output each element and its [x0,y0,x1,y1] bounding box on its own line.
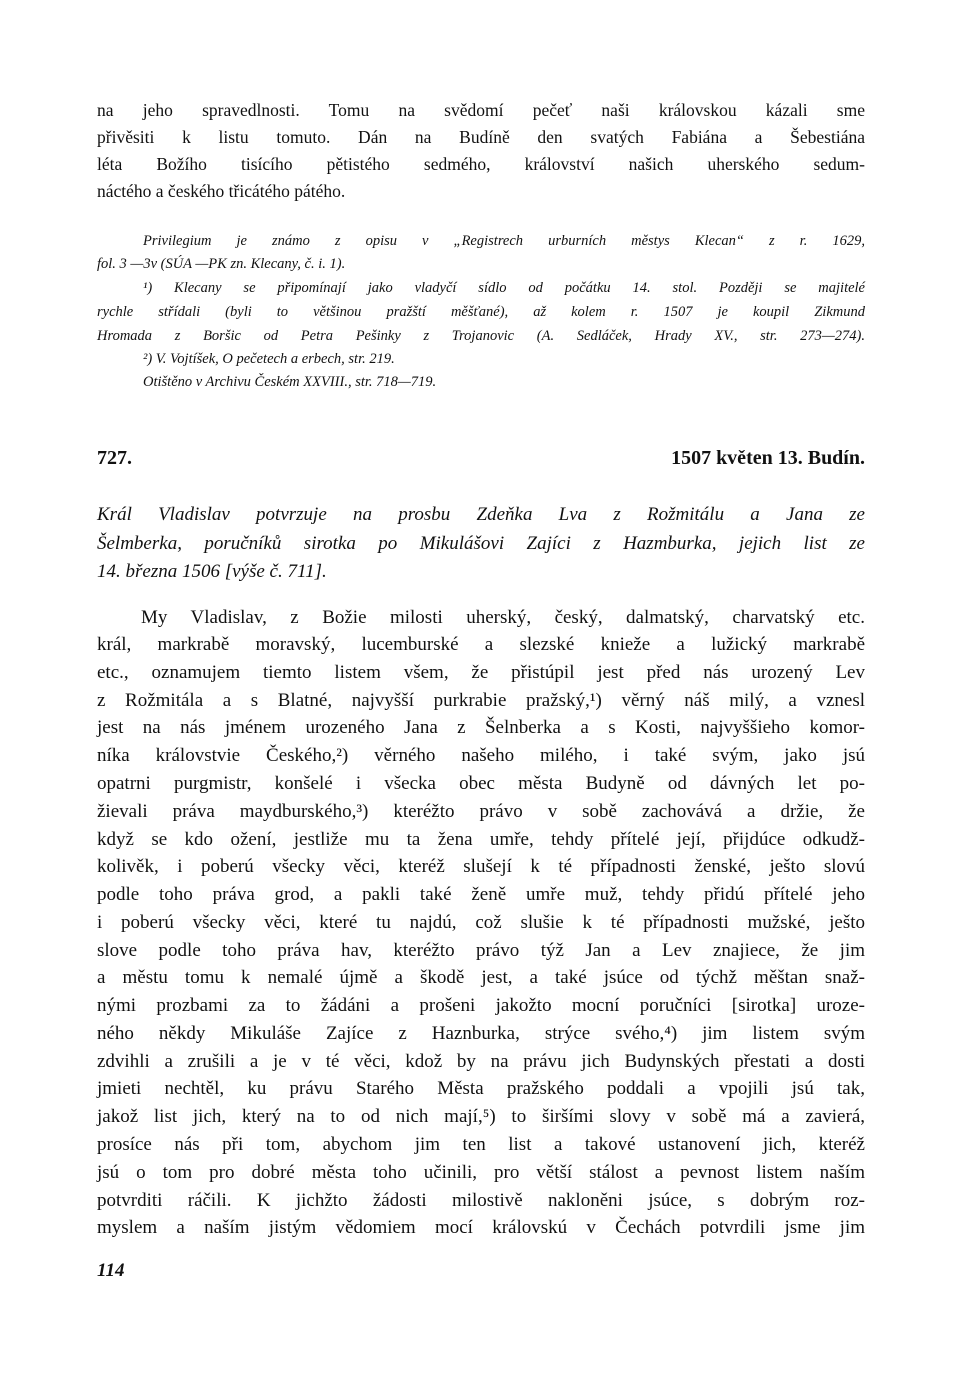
body-line: My Vladislav, z Božie milosti uherský, český, dalmatský, charvatský etc. [141,607,865,628]
body-line: potvrditi ráčili. K jichžto žádosti milostivě nakloněni jsúce, s dobrým roz- [97,1190,865,1211]
note-line: Otištěno v Archivu Českém XXVIII., str. 718—719. [143,374,437,390]
body-line: prosíce nás při tom, abychom jim ten list a takové ustanovení jich, kteréž [97,1134,865,1155]
body-line: žievali práva maydburského,³) kteréžto právo v sobě zachovává a držie, že [97,801,865,822]
body-line: z Rožmitála a s Blatné, najvyšší purkrabie pražský,¹) věrný náš milý, a vznesl [97,690,865,711]
regest-line: Král Vladislav potvrzuje na prosbu Zdeňka Lva z Rožmitálu a Jana ze [97,504,865,525]
body-line: jakož list jich, který na to od nich mají,⁵) to širšími slovy v sobě má a zavierá, [97,1106,865,1127]
body-line: zdvihli a zrušili a je v té věci, kdož by na právu jich Budynských přestati a dosti [97,1051,865,1072]
document-date-place: 1507 květen 13. Budín. [671,447,865,469]
regest-line: Šelmberka, poručníků sirotka po Mikulášovi Zajíci z Hazmburka, jejich list ze [97,533,865,554]
footnote-2: ²) V. Vojtíšek, O pečetech a erbech, str. 219. [143,351,395,367]
note-line: Hromada z Boršic od Petra Pešinky z Trojanovic (A. Sedláček, Hrady XV., str. 273—274). [97,328,865,344]
document-number: 727. [97,447,132,469]
body-line: nými prozbami za to žádáni a prošeni jakožto mocní poručníci [sirotka] uroze- [97,995,865,1016]
body-line: a městu tomu k nemalé újmě a škodě jest, a také jsúce od týchž měštan snaž- [97,967,865,988]
body-line: níka královstvie Českého,²) věrného našeho milého, i také svým, jako jsú [97,745,865,766]
note-line: rychle střídali (byli to většinou pražští měšťané), až kolem r. 1507 je koupil Zikmund [97,304,865,320]
text-line: léta Božího tisícího pětistého sedmého, království našich uherského sedum- [97,154,865,174]
body-line: myslem a naším jistým vědomiem mocí královskú v Čechách potvrdili jsme jim [97,1217,865,1238]
body-line: i poberú všecky věci, které tu najdú, což slušie k té případnosti mužské, ješto [97,912,865,933]
body-line: král, markrabě moravský, lucemburské a slezské knieže a lužický markrabě [97,634,865,655]
regest-line: 14. března 1506 [výše č. 711]. [97,561,327,582]
body-line: ného někdy Mikuláše Zajíce z Haznburka, strýce svého,⁴) jim listem svým [97,1023,865,1044]
note-line: fol. 3 —3v (SÚA —PK zn. Klecany, č. i. 1). [97,256,346,272]
body-line: etc., oznamujem tiemto listem všem, že přistúpil jest před nás urozený Lev [97,662,865,683]
body-line: jsú o tom pro dobré města toho učinili, pro větší stálost a pevnost listem naším [97,1162,865,1183]
text-line: náctého a českého třicátého pátého. [97,181,346,201]
body-line: jest na nás jménem urozeného Jana z Šelnberka a s Kosti, najvyššieho komor- [97,717,865,738]
body-line: kolivěk, i poberú všecky věci, kteréž slušejí k té případnosti ženské, ješto slovú [97,856,865,877]
body-line: opatrni purgmistr, konšelé i všecka obec města Budyně od dávných let po- [97,773,865,794]
page-number: 114 [97,1260,125,1281]
note-line: Privilegium je známo z opisu v „Registrech urburních městys Klecan“ z r. 1629, [143,233,865,249]
document-header [97,447,865,477]
text-line: přivěsiti k listu tomuto. Dán na Budíně den svatých Fabiána a Šebestiána [97,127,865,147]
body-line: když se kdo ožení, jestliže mu ta žena umře, tehdy přítelé její, přijdúce odkudž- [97,829,865,850]
text-line: na jeho spravedlnosti. Tomu na svědomí pečeť naši královskou kázali sme [97,100,865,120]
body-line: podle toho práva grod, a pakli také ženě umře muž, tehdy přidú přítelé jeho [97,884,865,905]
body-line: jmieti nechtěl, ku právu Starého Města pražského poddali a vpojili jsú tak, [97,1078,865,1099]
footnote-1: ¹) Klecany se připomínají jako vladyčí sídlo od počátku 14. stol. Později se majitelé [143,280,865,296]
body-line: slove podle toho práva hav, kteréžto právo týž Jan a Lev znajiece, že jim [97,940,865,961]
